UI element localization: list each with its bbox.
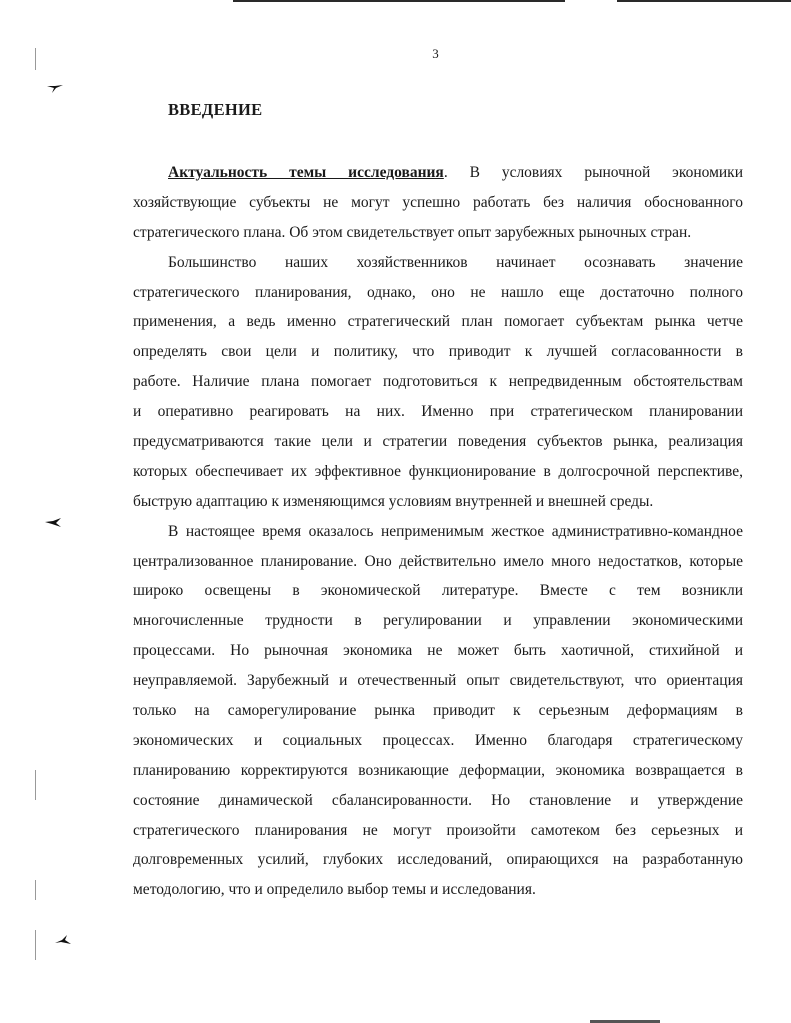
paragraph-line: только на саморегулирование рынка приводит к серьезным деформациям в — [133, 702, 743, 720]
paragraph-line: централизованное планирование. Оно действительно имело много недостатков, которые — [133, 552, 743, 570]
paragraph-line: методологию, что и определило выбор темы и исследования. — [133, 881, 536, 899]
top-scan-rule-left — [233, 0, 565, 2]
paragraph-line: долговременных усилий, глубоких исследований, опирающихся на разработанную — [133, 851, 743, 869]
relevance-keyword: Актуальность темы исследования — [168, 164, 444, 181]
paragraph-line: Актуальность темы исследования. В условиях рыночной экономики — [168, 164, 743, 181]
document-body — [133, 158, 743, 905]
paragraph-line: быструю адаптацию к изменяющимся условиям внутренней и внешней среды. — [133, 492, 654, 510]
paragraph-line: неуправляемой. Зарубежный и отечественный опыт свидетельствуют, что ориентация — [133, 672, 743, 690]
scan-edge-mark — [35, 930, 36, 960]
scan-edge-mark — [35, 770, 36, 800]
paragraph-line: хозяйствующие субъекты не могут успешно работать без наличия обоснованного — [133, 193, 743, 211]
paragraph-line: планированию корректируются возникающие деформации, экономика возвращается в — [133, 761, 743, 779]
binding-hole-mark-icon — [54, 934, 72, 946]
binding-hole-mark-icon — [44, 517, 62, 529]
paragraph-line: состояние динамической сбалансированности. Но становление и утверждение — [133, 791, 743, 809]
paragraph-line: и оперативно реагировать на них. Именно при стратегическом планировании — [133, 403, 743, 421]
paragraph-line: процессами. Но рыночная экономика не может быть хаотичной, стихийной и — [133, 642, 743, 660]
top-scan-rule-right — [617, 0, 791, 2]
paragraph-line: стратегического плана. Об этом свидетельствует опыт зарубежных рыночных стран. — [133, 223, 692, 241]
paragraph-line: стратегического планирования не могут произойти самотеком без серьезных и — [133, 821, 743, 839]
paragraph-line: предусматриваются такие цели и стратегии поведения субъектов рынка, реализация — [133, 433, 743, 451]
page-number: 3 — [432, 46, 439, 61]
paragraph-line: применения, а ведь именно стратегический план помогает субъектам рынка четче — [133, 313, 743, 331]
paragraph-line: широко освещены в экономической литературе. Вместе с тем возникли — [133, 582, 743, 600]
paragraph-line: многочисленные трудности в регулировании и управлении экономическими — [133, 612, 743, 630]
paragraph-line: экономических и социальных процессах. Именно благодаря стратегическому — [133, 731, 743, 749]
paragraph-line: которых обеспечивает их эффективное функционирование в долгосрочной перспективе, — [133, 462, 743, 480]
paragraph-line: работе. Наличие плана помогает подготовиться к непредвиденным обстоятельствам — [133, 373, 743, 391]
paragraph-line: В настоящее время оказалось неприменимым жесткое административно-командное — [168, 522, 743, 540]
paragraph-line: определять свои цели и политику, что приводит к лучшей согласованности в — [133, 343, 743, 361]
binding-hole-mark-icon — [46, 82, 64, 94]
paragraph-line: Большинство наших хозяйственников начинает осознавать значение — [168, 253, 743, 271]
scan-edge-mark — [35, 880, 36, 900]
paragraph-line: стратегического планирования, однако, оно не нашло еще достаточно полного — [133, 283, 743, 301]
section-heading: ВВЕДЕНИЕ — [168, 100, 263, 119]
